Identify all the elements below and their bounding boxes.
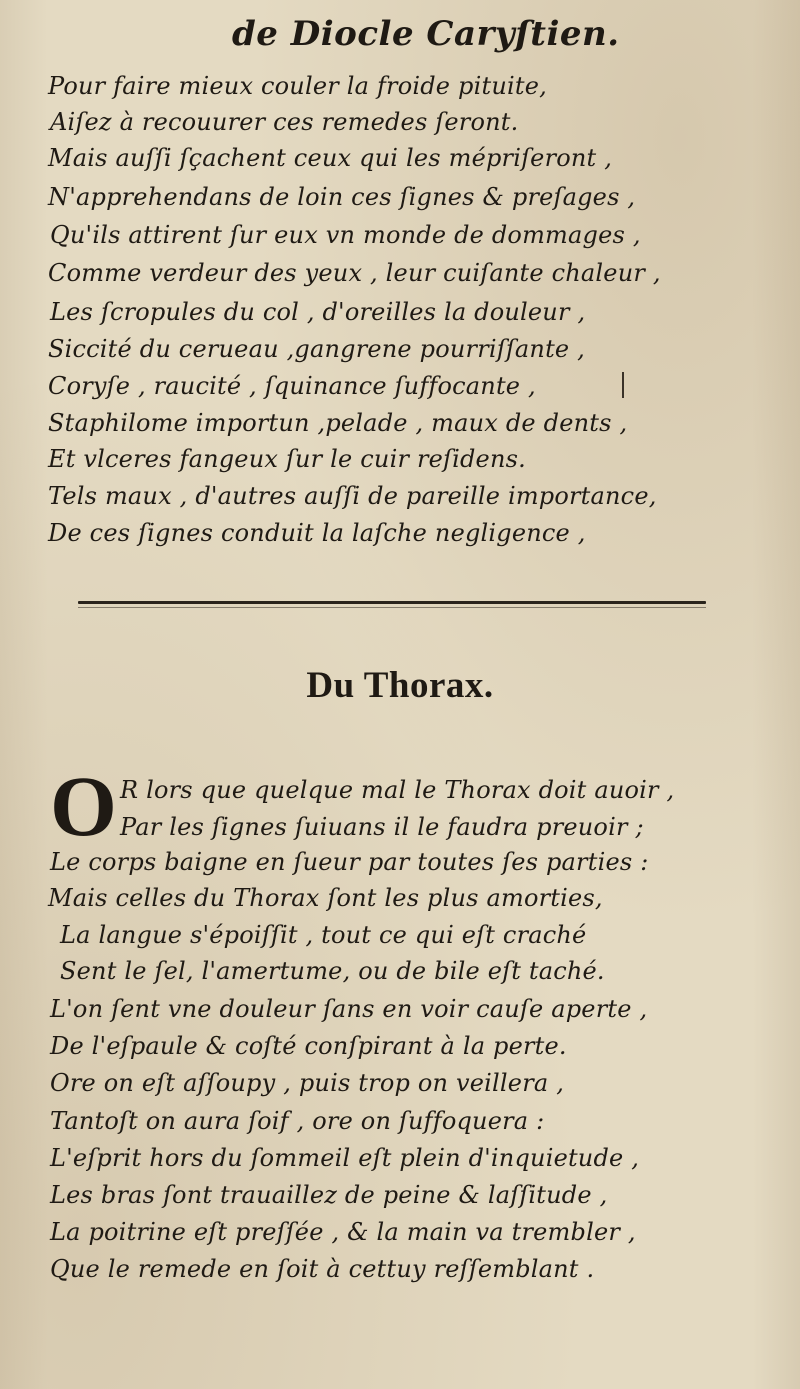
verse-line: Tels maux , d'autres auſſi de pareille importance, — [48, 482, 657, 510]
verse-line: R lors que quelque mal le Thorax doit auoir , — [120, 776, 675, 804]
verse-line: Ore on eſt aſſoupy , puis trop on veillera , — [50, 1069, 565, 1097]
verse-line: Comme verdeur des yeux , leur cuiſante chaleur , — [48, 259, 661, 287]
verse-line: Siccité du cerueau ,gangrene pourriſſante , — [48, 335, 585, 363]
section-divider — [78, 601, 706, 604]
verse-line: Les ſcropules du col , d'oreilles la douleur , — [50, 298, 586, 326]
verse-line: De ces ſignes conduit la laſche negligence , — [48, 519, 586, 547]
verse-line: De l'eſpaule & coſté conſpirant à la perte. — [50, 1032, 567, 1060]
verse-line: Aiſez à recouurer ces remedes ſeront. — [50, 108, 519, 136]
verse-line: Pour faire mieux couler la froide pituite, — [48, 72, 547, 100]
verse-line: La langue s'époiſſit , tout ce qui eſt craché — [60, 921, 587, 949]
verse-line: Les bras ſont trauaillez de peine & laſſitude , — [50, 1181, 608, 1209]
verse-line: N'apprehendans de loin ces ſignes & preſages , — [48, 183, 636, 211]
verse-line: Qu'ils attirent ſur eux vn monde de dommages , — [50, 221, 641, 249]
section-title: Du Thorax. — [306, 665, 494, 706]
verse-line: Coryſe , raucité , ſquinance ſuffocante , — [48, 372, 536, 400]
verse-line: Le corps baigne en ſueur par toutes ſes parties : — [50, 848, 649, 876]
verse-line: L'eſprit hors du ſommeil eſt plein d'inquietude , — [50, 1144, 640, 1172]
drop-cap: O — [50, 758, 117, 854]
margin-mark — [622, 372, 624, 398]
verse-line: Que le remede en ſoit à cettuy reſſemblant . — [50, 1255, 595, 1283]
running-head: de Diocle Caryſtien. — [232, 14, 620, 54]
verse-line: Et vlceres fangeux ſur le cuir reſidens. — [48, 445, 526, 473]
verse-line: L'on ſent vne douleur ſans en voir cauſe aperte , — [50, 995, 648, 1023]
verse-line: Sent le ſel, l'amertume, ou de bile eſt taché. — [60, 957, 605, 985]
verse-line: Par les ſignes ſuiuans il le faudra preuoir ; — [120, 813, 644, 841]
verse-line: Tantoſt on aura ſoif , ore on ſuffoquera : — [50, 1107, 545, 1135]
verse-line: Mais celles du Thorax ſont les plus amorties, — [48, 884, 603, 912]
verse-line: Mais auſſi ſçachent ceux qui les mépriſeront , — [48, 144, 613, 172]
verse-line: Staphilome importun ,pelade , maux de dents , — [48, 409, 628, 437]
verse-line: La poitrine eſt preſſée , & la main va trembler , — [50, 1218, 636, 1246]
